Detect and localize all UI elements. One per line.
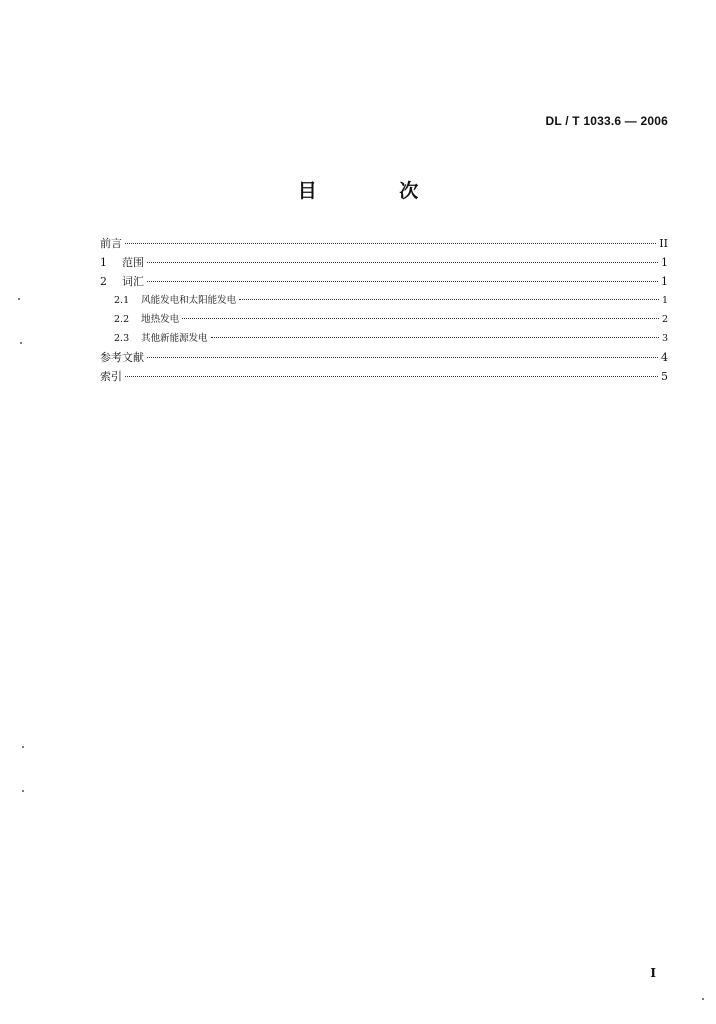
scan-speck — [20, 342, 22, 344]
scan-speck — [18, 298, 20, 300]
dot-leader — [182, 318, 659, 319]
toc-entry-scope[interactable] — [100, 253, 668, 272]
toc-entry-page: 1 — [661, 256, 668, 269]
toc-entry-label: 词汇 — [122, 275, 144, 288]
dot-leader — [125, 376, 658, 377]
toc-entry-label: 地热发电 — [141, 314, 180, 325]
dot-leader — [147, 262, 658, 263]
toc-entry-geothermal[interactable] — [100, 310, 668, 329]
toc-entry-page: 1 — [661, 295, 668, 306]
toc-entry-vocabulary[interactable] — [100, 272, 668, 291]
toc-entry-label: 参考文献 — [100, 351, 144, 364]
scan-speck — [22, 746, 24, 748]
toc-entry-references[interactable] — [100, 348, 668, 367]
toc-entry-page: II — [659, 237, 668, 250]
toc-entry-wind-solar[interactable] — [100, 291, 668, 310]
dot-leader — [125, 243, 656, 244]
dot-leader — [239, 299, 659, 300]
toc-entry-index[interactable] — [100, 367, 668, 386]
toc-title: 目 次 — [297, 180, 457, 202]
dot-leader — [147, 357, 658, 358]
page-number: I — [650, 966, 656, 980]
scan-speck — [702, 998, 704, 1000]
dot-leader — [211, 337, 659, 338]
toc-entry-number: 2.1 — [114, 295, 130, 306]
toc-entry-page: 3 — [661, 333, 668, 344]
toc-entry-page: 2 — [661, 314, 668, 325]
toc-entry-page: 5 — [661, 370, 668, 383]
toc-entry-other-new-energy[interactable] — [100, 329, 668, 348]
standard-code: DL / T 1033.6 — 2006 — [545, 114, 668, 128]
toc-entry-label: 范围 — [122, 256, 144, 269]
toc-entry-page: 1 — [661, 275, 668, 288]
toc-entry-foreword[interactable] — [100, 234, 668, 253]
scan-speck — [22, 790, 24, 792]
toc-entry-number: 2.2 — [114, 314, 130, 325]
dot-leader — [147, 281, 658, 282]
toc-entry-number: 2 — [100, 275, 107, 288]
toc-entry-label: 风能发电和太阳能发电 — [141, 295, 237, 306]
toc-entry-number: 1 — [100, 256, 107, 269]
toc-entry-label: 前言 — [100, 237, 122, 250]
toc-entry-number: 2.3 — [114, 333, 130, 344]
toc-entry-label: 索引 — [100, 370, 122, 383]
toc-entry-label: 其他新能源发电 — [141, 333, 208, 344]
toc-entry-page: 4 — [661, 351, 668, 364]
table-of-contents — [100, 234, 668, 386]
